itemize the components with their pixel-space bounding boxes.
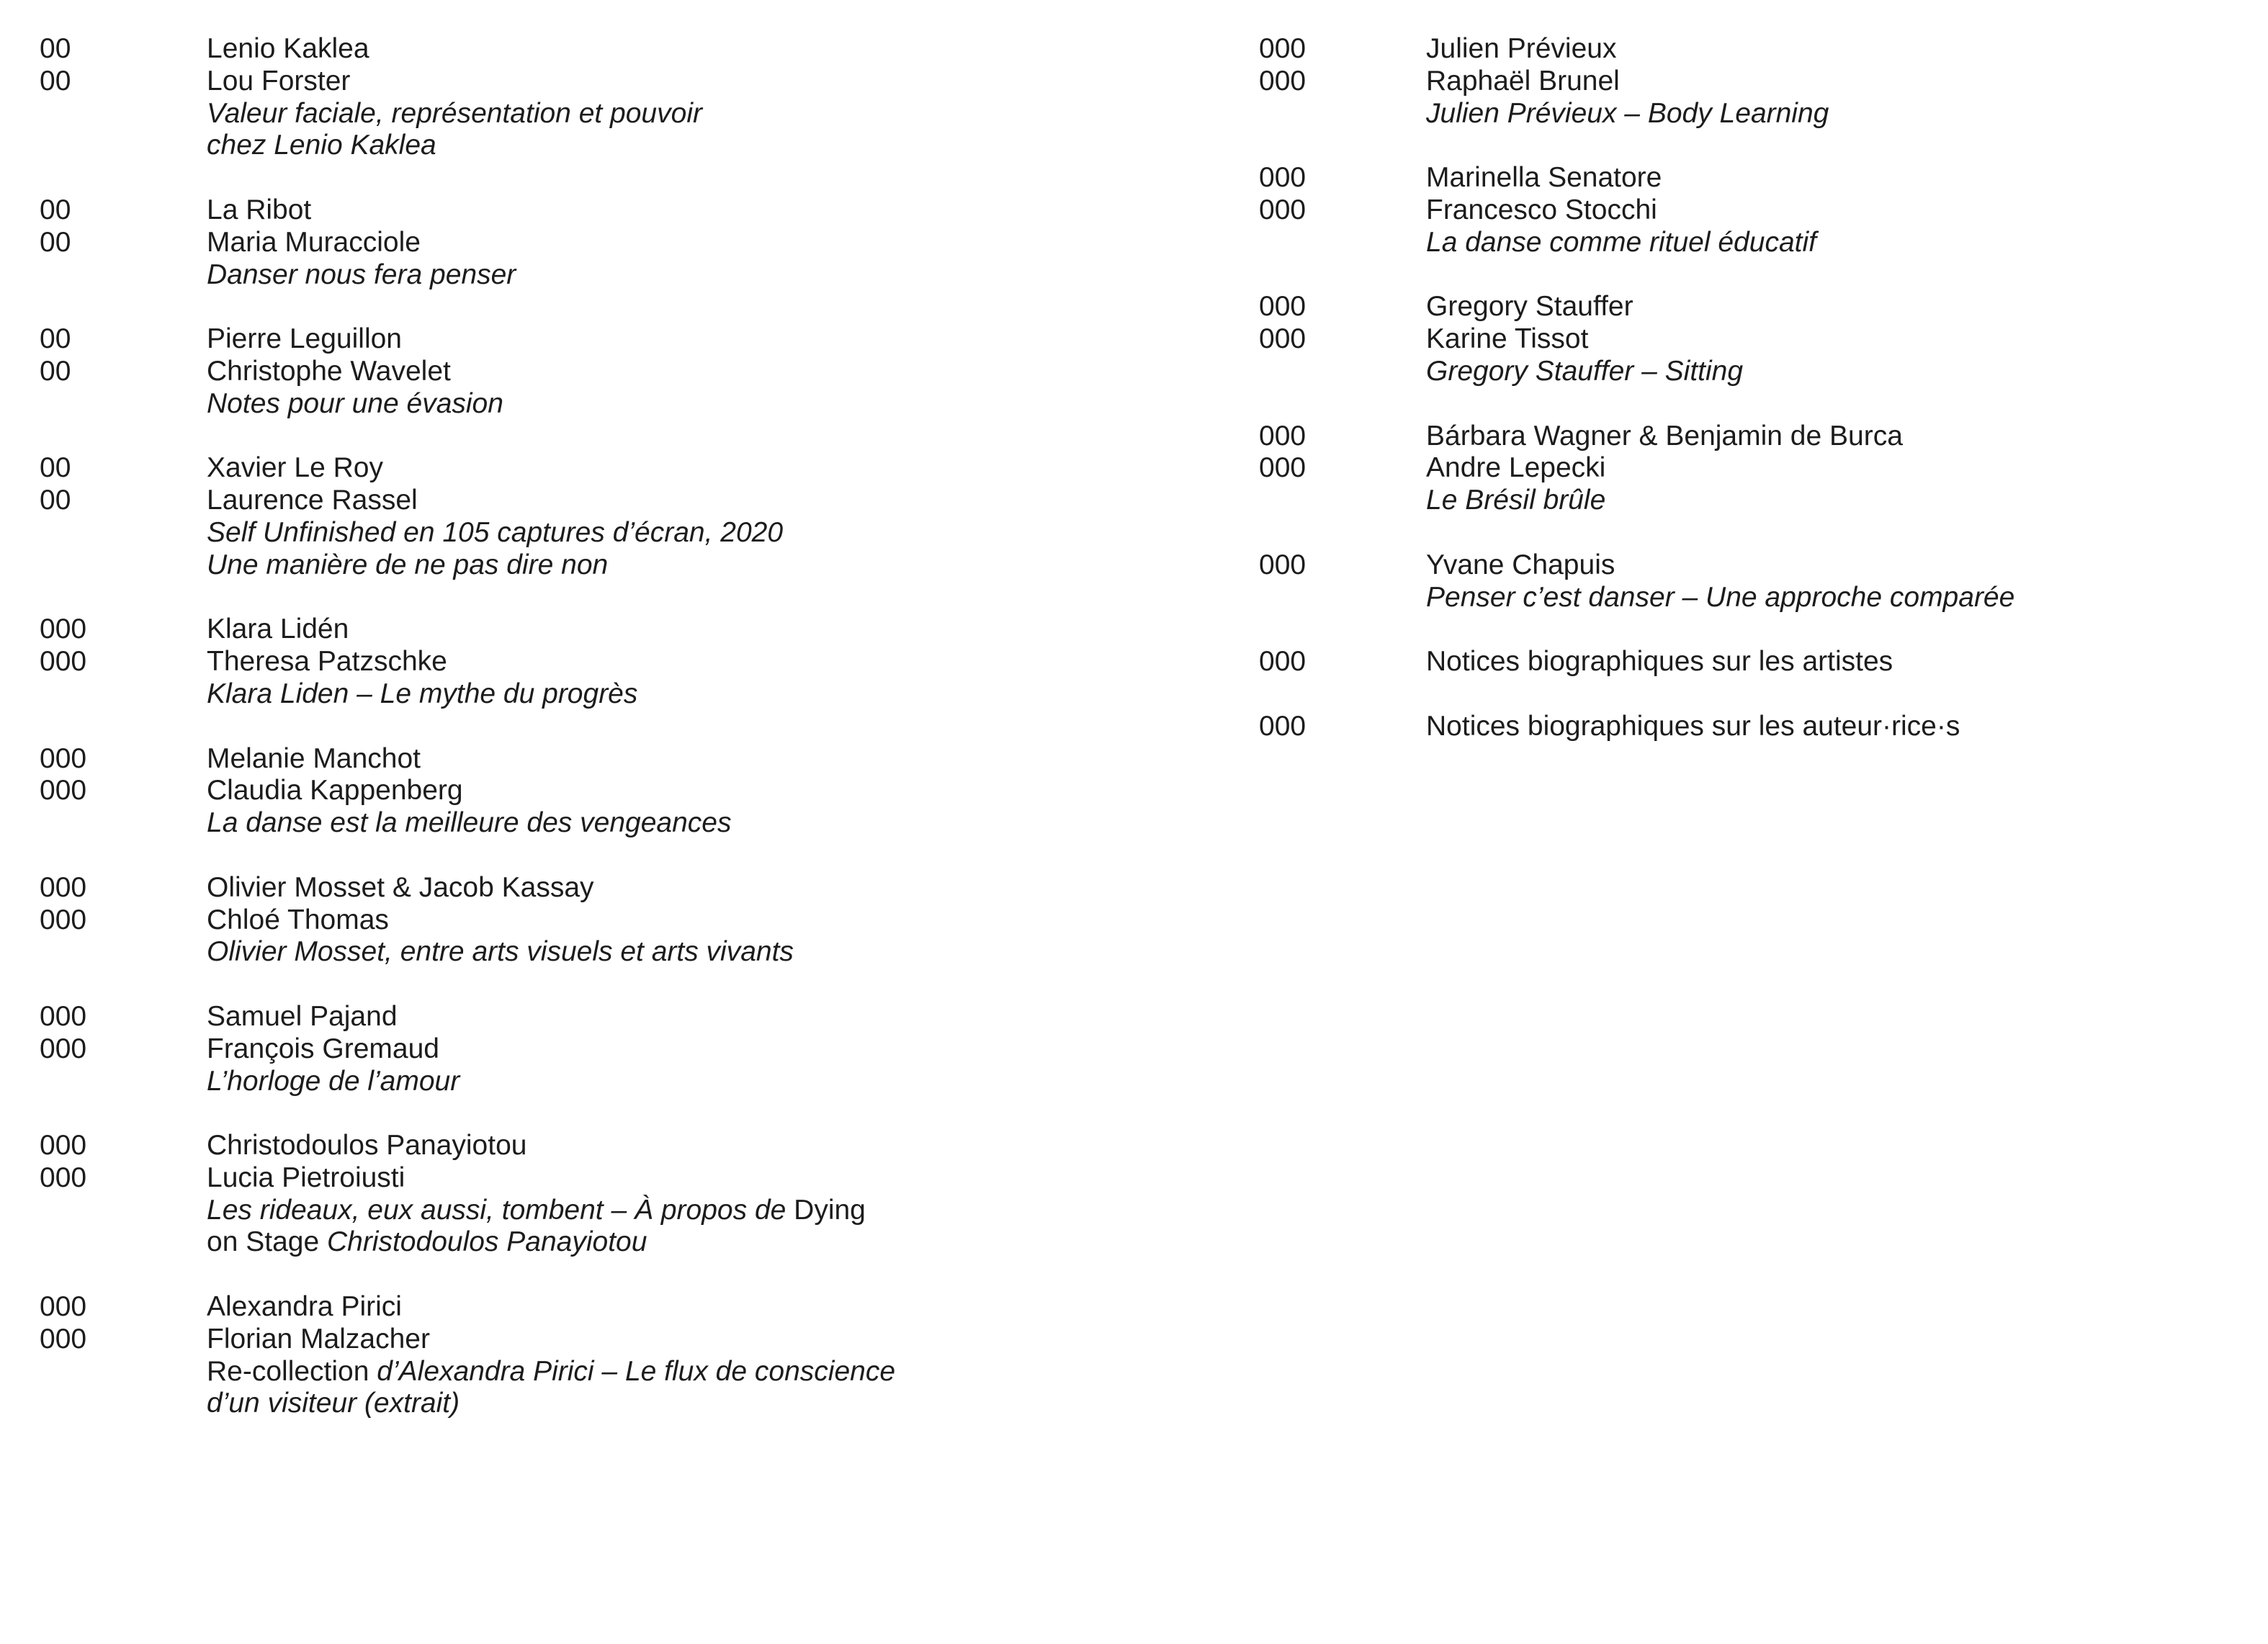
toc-entry (1259, 33, 2253, 130)
page-number: 00 (40, 226, 71, 258)
toc-line-text (1426, 646, 1893, 678)
toc-line (40, 98, 1120, 130)
toc-entry (1259, 162, 2253, 259)
italic-text-segment: L’horloge de l’amour (207, 1065, 460, 1097)
text-segment: Laurence Rassel (207, 485, 418, 516)
page-number (40, 936, 207, 969)
text-segment: Raphaël Brunel (1426, 65, 1620, 96)
page-number: 000 (40, 871, 87, 903)
page-number: 000 (1259, 323, 1306, 355)
italic-text-segment: Les rideaux, eux aussi, tombent – À propos de (207, 1194, 794, 1226)
toc-line-text (207, 485, 418, 517)
italic-text-segment: d’un visiteur (extrait) (207, 1388, 460, 1419)
toc-line (40, 1195, 1120, 1227)
page-number (40, 807, 207, 840)
toc-line-text (1426, 227, 1816, 259)
toc-line (40, 485, 1120, 517)
page-number: 000 (40, 1130, 87, 1162)
page-number: 000 (40, 742, 87, 774)
text-segment: Marinella Senatore (1426, 162, 1662, 194)
toc-line-text (207, 66, 350, 98)
toc-line-text (207, 1324, 430, 1356)
page-number (40, 1356, 207, 1388)
text-segment: Lou Forster (207, 65, 351, 96)
page-number: 000 (1259, 646, 1306, 678)
text-segment: La Ribot (207, 194, 312, 225)
toc-line (40, 904, 1120, 937)
toc-line-text (1426, 356, 1743, 388)
page-number (40, 1226, 207, 1259)
toc-line (40, 130, 1120, 162)
page-number: 000 (40, 1323, 87, 1355)
page-number: 00 (40, 65, 71, 96)
toc-line-text (207, 130, 436, 162)
page-number: 000 (1259, 420, 1306, 452)
text-segment: Lucia Pietroiusti (207, 1162, 405, 1193)
toc-line-text (207, 872, 594, 904)
page-number (40, 549, 207, 582)
toc-line-text (207, 936, 794, 969)
toc-line (1259, 452, 2253, 485)
page-number: 000 (40, 1033, 87, 1064)
toc-entry (40, 452, 1120, 581)
page-number: 000 (40, 775, 87, 807)
toc-line (1259, 646, 2253, 678)
toc-line (1259, 291, 2253, 323)
italic-text-segment: Une manière de ne pas dire non (207, 549, 609, 580)
toc-line (40, 1226, 1120, 1259)
toc-column-right (1259, 33, 2253, 775)
toc-line-text (207, 323, 402, 356)
page-number: 000 (1259, 33, 1306, 64)
toc-line-text (207, 614, 349, 646)
toc-line (1259, 98, 2253, 130)
italic-text-segment: d’Alexandra Pirici – Le flux de conscience (377, 1355, 896, 1387)
text-segment: Xavier Le Roy (207, 452, 383, 484)
toc-entry (1259, 421, 2253, 517)
toc-line (40, 1324, 1120, 1356)
toc-entry (1259, 646, 2253, 678)
page-number (40, 130, 207, 162)
toc-line (1259, 356, 2253, 388)
italic-text-segment: Danser nous fera penser (207, 259, 516, 290)
toc-line (40, 356, 1120, 388)
toc-line-text (207, 33, 369, 66)
text-segment: Yvane Chapuis (1426, 549, 1615, 580)
page-number: 000 (40, 1162, 87, 1193)
text-segment: on Stage (207, 1226, 327, 1258)
toc-line-text (1426, 98, 1829, 130)
text-segment: Gregory Stauffer (1426, 291, 1633, 323)
toc-line-text (207, 259, 516, 292)
italic-text-segment: La danse est la meilleure des vengeances (207, 807, 732, 839)
italic-text-segment: chez Lenio Kaklea (207, 130, 436, 161)
toc-line-text (1426, 452, 1605, 485)
text-segment: Pierre Leguillon (207, 323, 403, 355)
toc-line-text (1426, 711, 1960, 743)
toc-line-text (207, 678, 637, 711)
toc-line (40, 678, 1120, 711)
toc-line-text (207, 1356, 895, 1388)
toc-line (1259, 421, 2253, 453)
toc-line-text (207, 227, 421, 259)
toc-line (40, 33, 1120, 66)
toc-line-text (1426, 291, 1633, 323)
toc-line-text (207, 194, 311, 227)
text-segment: Florian Malzacher (207, 1323, 430, 1355)
text-segment: Lenio Kaklea (207, 33, 369, 64)
text-segment: Re-collection (207, 1355, 377, 1387)
page-number (40, 1066, 207, 1098)
page-number: 00 (40, 323, 71, 355)
toc-line-text (207, 1226, 647, 1259)
toc-line-text (207, 1130, 526, 1162)
toc-entry (1259, 291, 2253, 387)
page-number: 000 (1259, 710, 1306, 742)
page-number (40, 1388, 207, 1420)
italic-text-segment: Olivier Mosset, entre arts visuels et arts vivants (207, 936, 794, 968)
page-number: 000 (1259, 65, 1306, 96)
toc-line (40, 775, 1120, 807)
page-number (40, 259, 207, 292)
page-number (1259, 485, 1426, 517)
toc-line (40, 1388, 1120, 1420)
toc-line (1259, 162, 2253, 194)
toc-line (40, 1066, 1120, 1098)
toc-line-text (207, 388, 503, 421)
page-number: 000 (40, 1291, 87, 1323)
italic-text-segment: Penser c’est danser – Une approche comparée (1426, 581, 2015, 613)
text-segment: Chloé Thomas (207, 904, 389, 935)
toc-line (40, 1001, 1120, 1033)
toc-line-text (207, 775, 463, 807)
page-number: 000 (1259, 452, 1306, 484)
text-segment: Dying (794, 1194, 866, 1226)
toc-line-text (207, 452, 383, 485)
italic-text-segment: Julien Prévieux – Body Learning (1426, 97, 1829, 129)
toc-line (40, 388, 1120, 421)
toc-line (40, 194, 1120, 227)
page-number (1259, 356, 1426, 388)
toc-line (40, 743, 1120, 776)
toc-line-text (1426, 582, 2014, 614)
toc-line-text (207, 743, 421, 776)
toc-line-text (207, 1066, 460, 1098)
toc-line (40, 549, 1120, 582)
toc-line (40, 259, 1120, 292)
toc-line (40, 807, 1120, 840)
toc-entry (40, 323, 1120, 420)
text-segment: Francesco Stocchi (1426, 194, 1657, 225)
text-segment: Melanie Manchot (207, 742, 421, 774)
text-segment: Samuel Pajand (207, 1000, 398, 1032)
page-number (1259, 98, 1426, 130)
toc-line (40, 1356, 1120, 1388)
toc-entry (1259, 711, 2253, 743)
toc-line (40, 323, 1120, 356)
toc-line (40, 517, 1120, 549)
toc-line-text (207, 807, 731, 840)
page-number: 00 (40, 452, 71, 484)
toc-column-left (40, 33, 1120, 1452)
page-number (40, 678, 207, 711)
toc-line (40, 66, 1120, 98)
text-segment: Notices biographiques sur les auteur·rice·s (1426, 710, 1960, 742)
toc-line-text (1426, 323, 1588, 356)
text-segment: Christodoulos Panayiotou (207, 1130, 527, 1162)
page-number: 00 (40, 33, 71, 64)
toc-line-text (1426, 162, 1662, 194)
toc-line (1259, 485, 2253, 517)
toc-line-text (207, 1162, 405, 1195)
toc-entry (40, 872, 1120, 969)
toc-entry (40, 33, 1120, 162)
italic-text-segment: Christodoulos Panayiotou (326, 1226, 647, 1258)
text-segment: Alexandra Pirici (207, 1291, 402, 1323)
page-number: 000 (40, 1000, 87, 1032)
toc-line-text (207, 1195, 866, 1227)
page-number (40, 388, 207, 421)
toc-line-text (1426, 421, 1903, 453)
text-segment: Olivier Mosset & Jacob Kassay (207, 871, 594, 903)
page-number: 00 (40, 355, 71, 387)
toc-line (1259, 66, 2253, 98)
page-number: 000 (40, 614, 87, 645)
toc-line-text (207, 356, 451, 388)
page-number: 00 (40, 485, 71, 516)
toc-line-text (207, 1388, 460, 1420)
toc-line-text (207, 646, 447, 678)
text-segment: Maria Muracciole (207, 226, 421, 258)
page-number (40, 517, 207, 549)
toc-line-text (1426, 485, 1605, 517)
toc-entry (40, 1001, 1120, 1097)
italic-text-segment: Notes pour une évasion (207, 387, 503, 419)
toc-line (40, 936, 1120, 969)
text-segment: Andre Lepecki (1426, 452, 1606, 484)
toc-line-text (207, 517, 783, 549)
toc-line (1259, 227, 2253, 259)
toc-line (40, 614, 1120, 646)
text-segment: Klara Lidén (207, 614, 349, 645)
toc-line (1259, 582, 2253, 614)
toc-line (40, 1162, 1120, 1195)
page-number (40, 1195, 207, 1227)
page-number (1259, 582, 1426, 614)
text-segment: Bárbara Wagner & Benjamin de Burca (1426, 420, 1903, 452)
toc-line (1259, 323, 2253, 356)
toc-line-text (207, 1001, 398, 1033)
toc-line (1259, 549, 2253, 582)
text-segment: Julien Prévieux (1426, 33, 1617, 64)
toc-line-text (207, 98, 702, 130)
page-number: 000 (1259, 549, 1306, 580)
italic-text-segment: Gregory Stauffer – Sitting (1426, 355, 1744, 387)
page-number: 000 (40, 646, 87, 678)
italic-text-segment: La danse comme rituel éducatif (1426, 226, 1816, 258)
text-segment: Claudia Kappenberg (207, 775, 463, 807)
italic-text-segment: Self Unfinished en 105 captures d’écran, 2020 (207, 516, 784, 548)
toc-line-text (207, 904, 389, 937)
page-number (1259, 227, 1426, 259)
toc-entry (40, 194, 1120, 291)
italic-text-segment: Valeur faciale, représentation et pouvoir (207, 97, 702, 129)
toc-entry (40, 743, 1120, 840)
toc-line-text (1426, 549, 1615, 582)
page-number: 000 (40, 904, 87, 935)
toc-line (1259, 33, 2253, 66)
toc-line (40, 1291, 1120, 1324)
page-number: 000 (1259, 291, 1306, 323)
page-number: 000 (1259, 162, 1306, 194)
toc-line (40, 872, 1120, 904)
toc-entry (1259, 549, 2253, 614)
toc-line (1259, 194, 2253, 227)
toc-line (40, 1033, 1120, 1066)
page-number: 000 (1259, 194, 1306, 225)
text-segment: Theresa Patzschke (207, 646, 447, 678)
toc-line (40, 1130, 1120, 1162)
toc-entry (40, 614, 1120, 710)
toc-line-text (1426, 33, 1616, 66)
text-segment: Notices biographiques sur les artistes (1426, 646, 1893, 678)
toc-line-text (207, 1033, 439, 1066)
page-number: 00 (40, 194, 71, 225)
toc-line (40, 646, 1120, 678)
text-segment: Christophe Wavelet (207, 355, 451, 387)
page-number (40, 98, 207, 130)
italic-text-segment: Le Brésil brûle (1426, 485, 1606, 516)
toc-line-text (207, 1291, 402, 1324)
toc-entry (40, 1291, 1120, 1420)
toc-line (40, 452, 1120, 485)
text-segment: Karine Tissot (1426, 323, 1589, 355)
toc-line (1259, 711, 2253, 743)
toc-line (40, 227, 1120, 259)
toc-line-text (1426, 66, 1620, 98)
italic-text-segment: Klara Liden – Le mythe du progrès (207, 678, 638, 709)
toc-line-text (1426, 194, 1657, 227)
toc-entry (40, 1130, 1120, 1259)
text-segment: François Gremaud (207, 1033, 439, 1064)
toc-line-text (207, 549, 608, 582)
